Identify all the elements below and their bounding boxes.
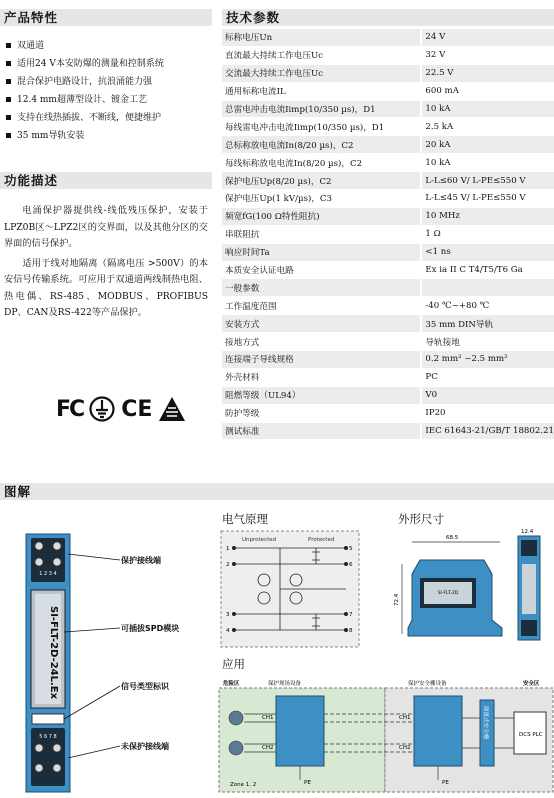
spec-value: 0.2 mm² ~2.5 mm² xyxy=(421,351,554,369)
spec-value xyxy=(421,279,554,297)
spec-row xyxy=(222,261,554,279)
feature-item: 适用24 V本安防爆的测量和控制系统 xyxy=(4,56,209,74)
spec-key: 总标称放电电流In(8/20 µs)，C2 xyxy=(222,136,421,154)
spec-row xyxy=(222,154,554,172)
spec-value: 24 V xyxy=(421,29,554,46)
ch2-left: CH2 xyxy=(262,745,274,751)
spec-key: 每线雷电冲击电流Iimp(10/350 µs)，D1 xyxy=(222,118,421,136)
spec-row xyxy=(222,29,554,46)
spec-row xyxy=(222,225,554,243)
spec-row xyxy=(222,172,554,190)
spec-key: 通用标称电流IL xyxy=(222,82,421,100)
spec-key: 保护电压Up(1 kV/µs)，C3 xyxy=(222,190,421,208)
spec-row xyxy=(222,118,554,136)
zone-note: Zone 1, 2 xyxy=(230,782,257,788)
spec-value: 10 kA xyxy=(421,100,554,118)
dimension-drawing xyxy=(380,524,554,650)
spec-value: IEC 61643-21/GB/T 18802.21 xyxy=(421,422,554,440)
spec-value: -40 ℃~+80 ℃ xyxy=(421,297,554,315)
ch1-left: CH1 xyxy=(262,715,274,721)
ch2-right: CH2 xyxy=(399,745,411,751)
description-paragraph: 电涌保护器提供线-线低残压保护，安装于LPZ0B区～LPZ2区的交界面，以及其他分区的交界面的信号保护。 xyxy=(4,205,208,249)
spec-value: IP20 xyxy=(421,404,554,422)
spec-value: 1 Ω xyxy=(421,225,554,243)
callout-signal-label: 信号类型标识 xyxy=(121,682,169,691)
svg-text:5: 5 xyxy=(349,546,353,552)
spec-value: L-L≤45 V/ L-PE≤550 V xyxy=(421,190,554,208)
spec-row xyxy=(222,368,554,386)
schematic-unprotected-label: Unprotected xyxy=(242,537,277,543)
svg-text:3: 3 xyxy=(226,612,230,618)
application-caption: 应用 xyxy=(222,657,245,671)
spec-key: 测试标准 xyxy=(222,422,421,440)
spec-row xyxy=(222,207,554,225)
svg-text:7: 7 xyxy=(349,612,353,618)
fc-logo: FC xyxy=(56,396,84,422)
spec-value: 10 kA xyxy=(421,154,554,172)
spec-key: 外壳材料 xyxy=(222,368,421,386)
specs-header: 技术参数 xyxy=(222,9,554,26)
spec-value: Ex ia II C T4/T5/T6 Ga xyxy=(421,261,554,279)
function-description xyxy=(4,203,208,325)
spec-value: V0 xyxy=(421,386,554,404)
bullet-icon xyxy=(6,133,11,138)
spec-key: 串联阻抗 xyxy=(222,225,421,243)
dimensions-caption: 外形尺寸 xyxy=(398,512,444,526)
spec-row xyxy=(222,351,554,369)
electrical-schematic xyxy=(220,530,360,648)
svg-text:6: 6 xyxy=(349,562,353,568)
specs-table xyxy=(222,29,554,440)
dim-height: 72.4 xyxy=(394,593,400,606)
ch1-right: CH1 xyxy=(399,715,411,721)
spec-row xyxy=(222,190,554,208)
spec-key: 安装方式 xyxy=(222,315,421,333)
device-front-view xyxy=(8,532,218,794)
spd-barrier-label: 保护安全栅设备 xyxy=(408,681,447,687)
spec-key: 本质安全认证电路 xyxy=(222,261,421,279)
spec-row xyxy=(222,333,554,351)
ex-triangle-icon xyxy=(158,396,186,422)
certification-logos xyxy=(56,394,186,424)
dim-depth: 12.4 xyxy=(521,529,534,535)
svg-text:4: 4 xyxy=(226,628,230,634)
safe-zone-label: 安全区 xyxy=(523,681,540,687)
dim-width: 68.5 xyxy=(446,535,459,541)
bullet-icon xyxy=(6,61,11,66)
svg-text:SI-FLT-2D: SI-FLT-2D xyxy=(437,591,459,596)
spec-key: 保护电压Up(8/20 µs)，C2 xyxy=(222,172,421,190)
spec-key: 频宽fG(100 Ω特性阻抗) xyxy=(222,207,421,225)
hazard-zone-label: 危险区 xyxy=(223,681,240,687)
spec-key: 响应时间Ta xyxy=(222,243,421,261)
spec-key: 标称电压Un xyxy=(222,29,421,46)
bullet-icon xyxy=(6,97,11,102)
spec-key: 交流最大持续工作电压Uc xyxy=(222,64,421,82)
bullet-icon xyxy=(6,115,11,120)
feature-item: 12.4 mm超薄型设计、镀金工艺 xyxy=(4,92,209,110)
spec-value: 600 mA xyxy=(421,82,554,100)
spec-row xyxy=(222,404,554,422)
pe-left: PE xyxy=(304,780,311,786)
callout-unprotected-terminals: 未保护接线端 xyxy=(121,742,169,751)
spec-value: 10 MHz xyxy=(421,207,554,225)
spec-value: PC xyxy=(421,368,554,386)
spec-row xyxy=(222,136,554,154)
spec-key: 一般参数 xyxy=(222,279,421,297)
pe-right: PE xyxy=(442,780,449,786)
features-header: 产品特性 xyxy=(0,9,212,26)
description-paragraph: 适用于线对地隔离（隔离电压 >500V）的本安信号传输系统。可应用于双通道两线制热电阻、热电偶、RS-485、MODBUS、PROFIBUS DP、CAN及RS-422等产品保护。 xyxy=(4,257,208,318)
spec-row xyxy=(222,100,554,118)
spd-field-label: 保护现场设备 xyxy=(268,681,302,687)
feature-item: 双通道 xyxy=(4,38,209,56)
bullet-icon xyxy=(6,79,11,84)
features-list xyxy=(4,38,209,146)
spec-row xyxy=(222,315,554,333)
svg-text:1 2 3 4: 1 2 3 4 xyxy=(39,571,57,577)
ground-symbol-icon xyxy=(89,396,115,422)
spec-row xyxy=(222,82,554,100)
spec-value: 35 mm DIN导轨 xyxy=(421,315,554,333)
spec-row xyxy=(222,46,554,64)
spec-value: 2.5 kA xyxy=(421,118,554,136)
spec-key: 连接端子导线规格 xyxy=(222,351,421,369)
svg-text:1: 1 xyxy=(226,546,230,552)
dcs-plc-label: DCS PLC xyxy=(519,732,543,738)
spec-key: 接地方式 xyxy=(222,333,421,351)
svg-text:5 6 7 8: 5 6 7 8 xyxy=(39,734,57,740)
spec-row xyxy=(222,243,554,261)
spec-key: 总雷电冲击电流Iimp(10/350 µs)，D1 xyxy=(222,100,421,118)
svg-text:8: 8 xyxy=(349,628,353,634)
spec-row xyxy=(222,297,554,315)
callout-plug-module: 可插拔SPD模块 xyxy=(121,624,180,633)
application-diagram xyxy=(218,676,554,794)
spec-row xyxy=(222,64,554,82)
diagram-header: 图解 xyxy=(0,483,554,500)
function-header: 功能描述 xyxy=(0,172,212,189)
spec-key: 防护等级 xyxy=(222,404,421,422)
spec-key: 工作温度范围 xyxy=(222,297,421,315)
spec-value: L-L≤60 V/ L-PE≤550 V xyxy=(421,172,554,190)
spec-row xyxy=(222,422,554,440)
feature-item: 支持在线热插拔、不断线，便捷维护 xyxy=(4,110,209,128)
ce-logo: CE xyxy=(121,396,153,422)
spec-value: <1 ns xyxy=(421,243,554,261)
device-model-text: SI-FLT-2D-24L.Ex xyxy=(48,606,59,700)
spec-key: 每线标称放电电流In(8/20 µs)，C2 xyxy=(222,154,421,172)
callout-protected-terminals: 保护接线端 xyxy=(121,556,161,565)
svg-text:2: 2 xyxy=(226,562,230,568)
schematic-protected-label: Protected xyxy=(308,537,335,543)
barrier-label: 隔离式安全栅 xyxy=(482,706,488,740)
spec-value: 导轨接地 xyxy=(421,333,554,351)
bullet-icon xyxy=(6,43,11,48)
spec-value: 32 V xyxy=(421,46,554,64)
feature-item: 混合保护电路设计，抗浪涌能力强 xyxy=(4,74,209,92)
spec-key: 直流最大持续工作电压Uc xyxy=(222,46,421,64)
schematic-caption: 电气原理 xyxy=(222,512,268,526)
spec-key: 阻燃等级（UL94） xyxy=(222,386,421,404)
spec-row xyxy=(222,386,554,404)
feature-item: 35 mm导轨安装 xyxy=(4,128,209,146)
spec-value: 20 kA xyxy=(421,136,554,154)
spec-row xyxy=(222,279,554,297)
spec-value: 22.5 V xyxy=(421,64,554,82)
